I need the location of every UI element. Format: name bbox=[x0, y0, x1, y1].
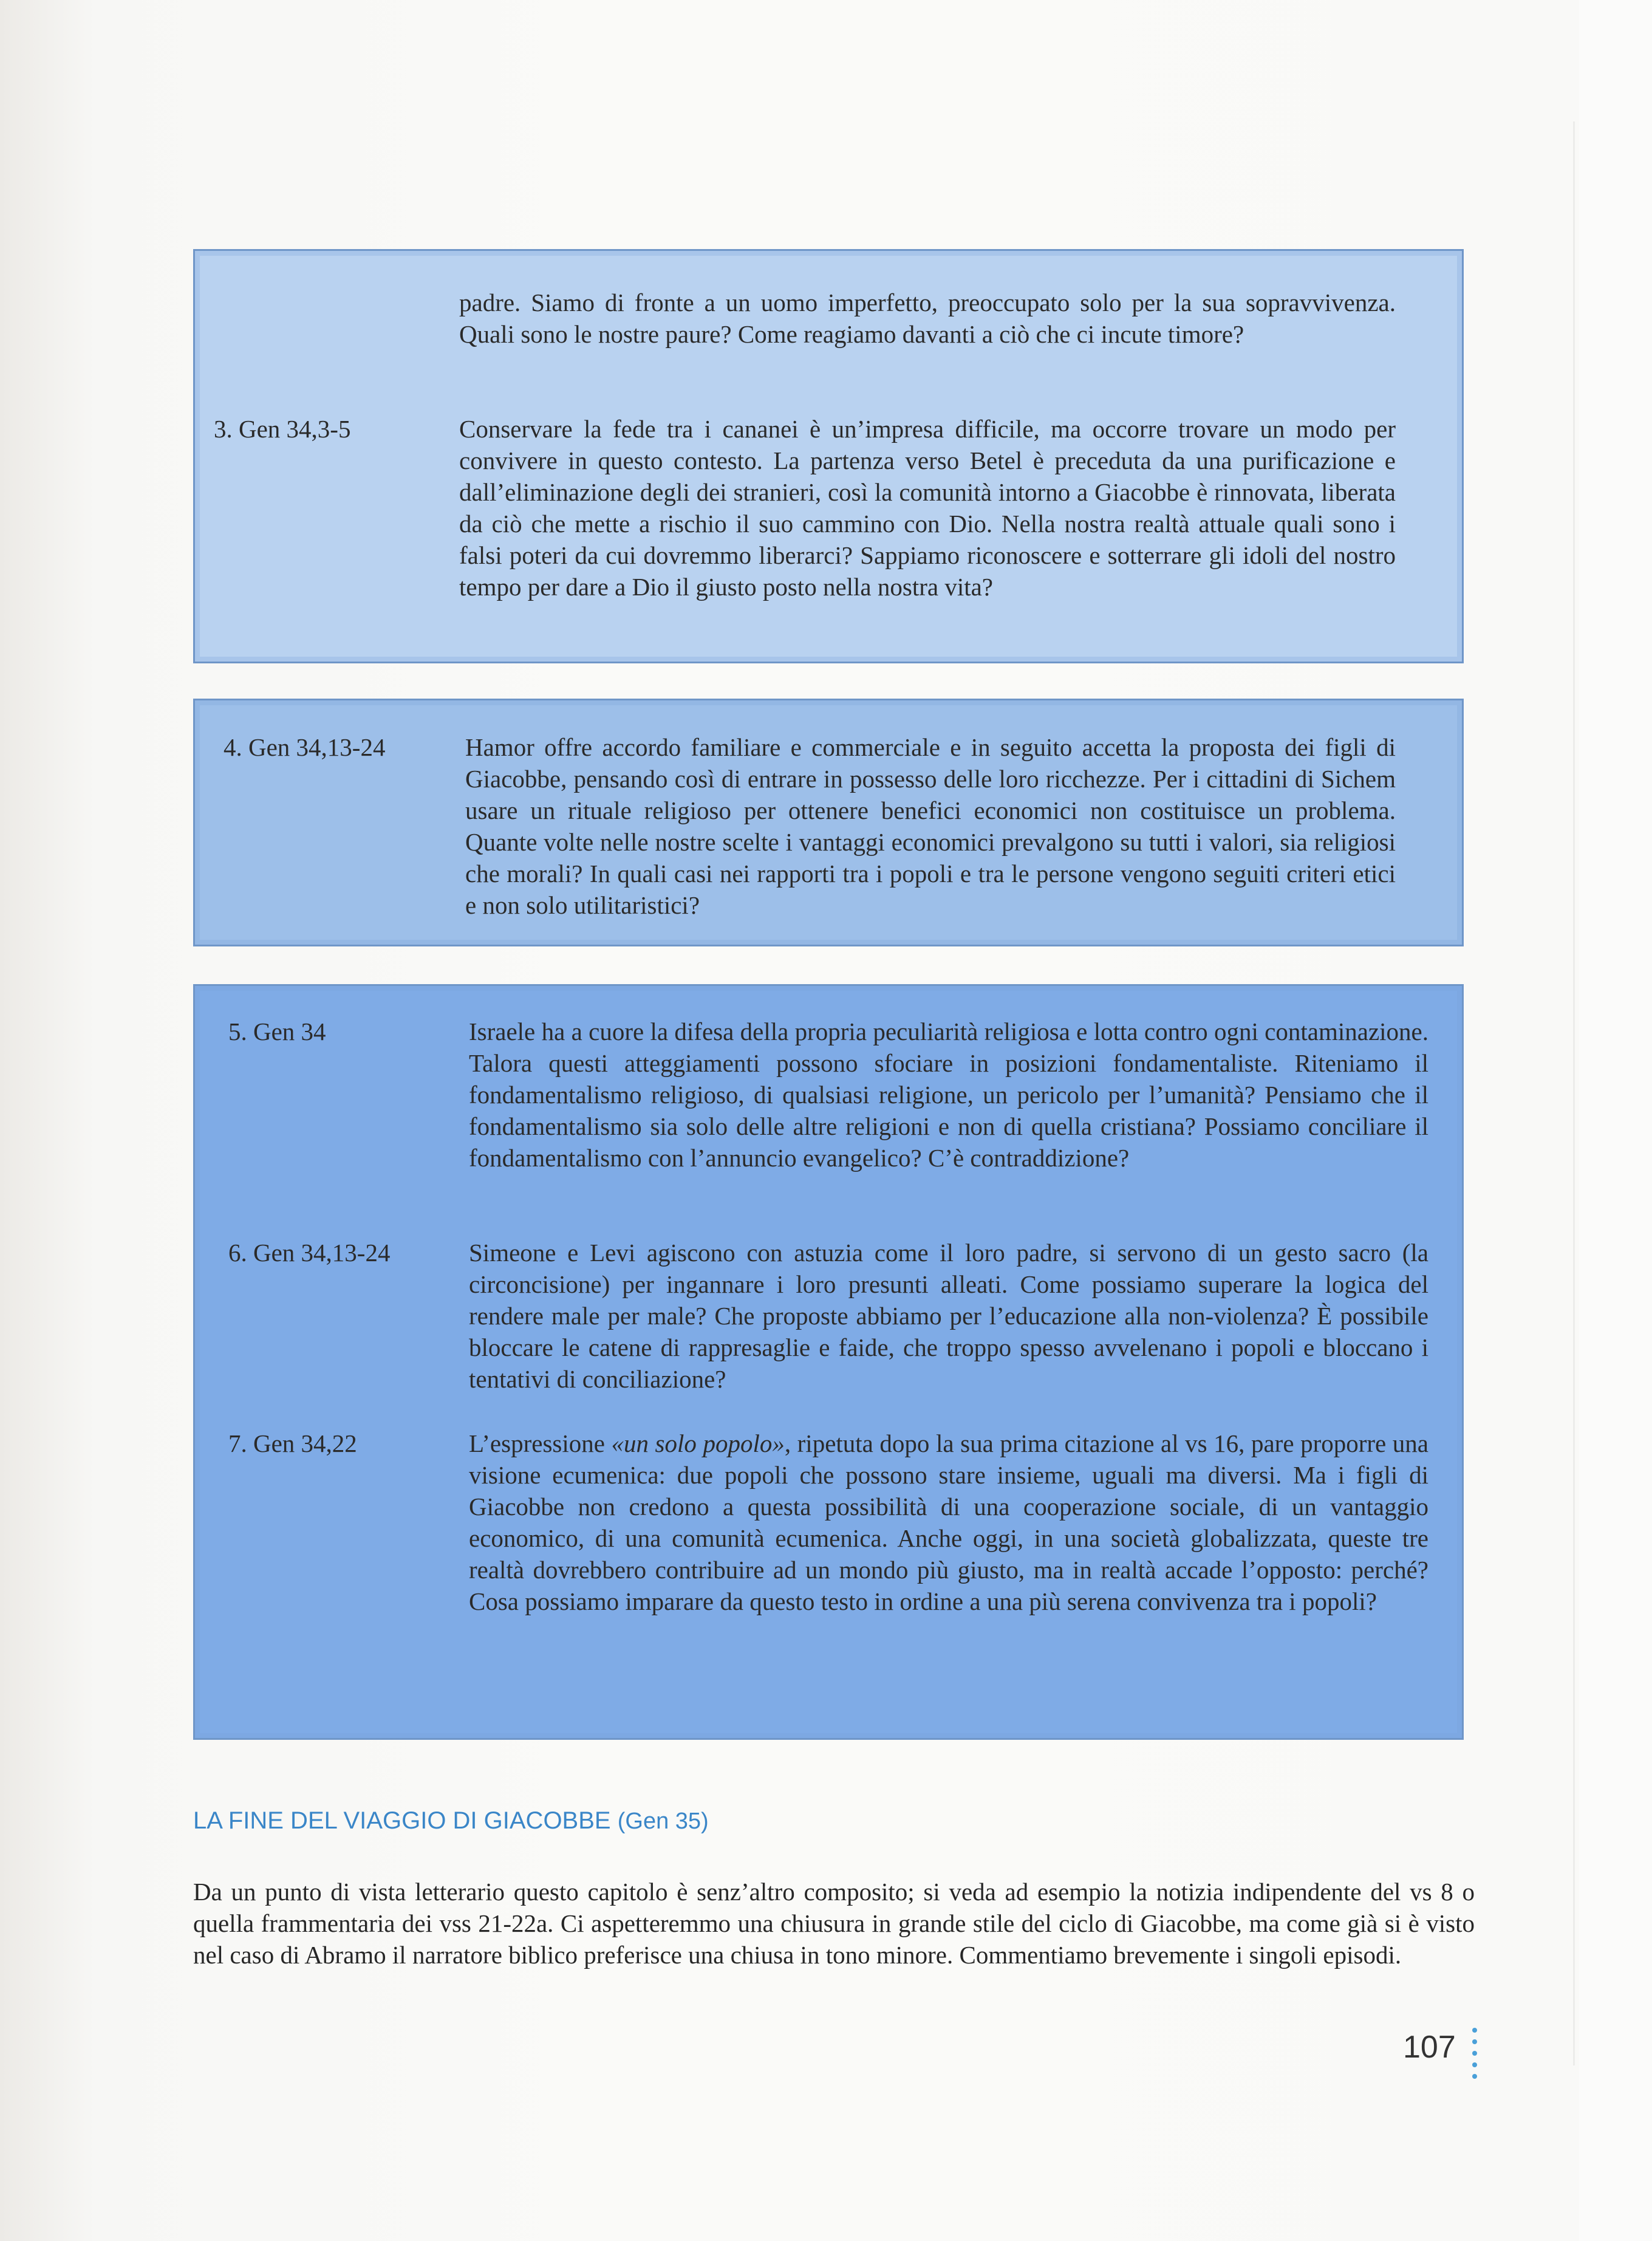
entry-3-number: 3. Gen 34,3-5 bbox=[214, 415, 351, 443]
section-title bbox=[193, 1807, 709, 1835]
entry-5-text: Israele ha a cuore la difesa della propria peculiarità religiosa e lotta contro ogni contaminazione. Talora questi atteggiamenti possono sfociare in posizioni fondamentaliste. Riteniamo il fondamentalismo religioso, di qualsiasi religione, un pericolo per l’umanità? Pensiamo che il fondamentalismo sia solo delle altre religioni e non di quella cristiana? Possiamo conciliare il fondamentalismo con l’annuncio evangelico? C’è contraddizione? bbox=[469, 1018, 1428, 1172]
entry-4-text: Hamor offre accordo familiare e commerciale e in seguito accetta la proposta dei figli di Giacobbe, pensando così di entrare in possesso delle loro ricchezze. Per i cittadini di Sichem usare un rituale religioso per ottenere benefici economici non costituisce un problema. Quante volte nelle nostre scelte i vantaggi economici prevalgono su tutti i valori, sia religiosi che morali? In quali casi nei rapporti tra i popoli e tra le persone vengono seguiti criteri etici e non solo utilitaristici? bbox=[465, 733, 1396, 919]
page-edge bbox=[1579, 0, 1652, 2241]
section-title-text: LA FINE DEL VIAGGIO DI GIACOBBE bbox=[193, 1807, 611, 1834]
section-body: Da un punto di vista letterario questo capitolo è senz’altro composito; si veda ad esempio la notizia indipendente del vs 8 o quella frammentaria dei vss 21-22a. Ci aspetteremmo una chiusura in grande stile del ciclo di Giacobbe, ma come già si è visto nel caso di Abramo il narratore biblico preferisce una chiusa in tono minore. Commentiamo brevemente i singoli episodi. bbox=[193, 1878, 1475, 1969]
entry-7-number: 7. Gen 34,22 bbox=[228, 1429, 357, 1457]
fold-line bbox=[1573, 121, 1575, 2065]
section-reference: (Gen 35) bbox=[617, 1808, 709, 1834]
entry-6-number: 6. Gen 34,13-24 bbox=[228, 1239, 391, 1267]
page-number: 107 bbox=[1403, 2030, 1456, 2065]
entry-7-text-before: L’espressione bbox=[469, 1429, 612, 1457]
entry-7-text-after: , ripetuta dopo la sua prima citazione al vs 16, pare proporre una visione ecumenica: due popoli che possono stare insieme, uguali ma diversi. Ma i figli di Giacobbe non credono a questa possibilità di una cooperazione sociale, di un vantaggio economico, di una comunità ecumenica. Anche oggi, in una società globalizzata, queste tre realtà dovrebbero contribuire ad un mondo più giusto, ma in realtà accade l’opposto: perché? Cosa possiamo imparare da questo testo in ordine a una più serena convivenza tra i popoli? bbox=[469, 1429, 1428, 1615]
box1-intro-text: padre. Siamo di fronte a un uomo imperfetto, preoccupato solo per la sua sopravvivenza. Quali sono le nostre paure? Come reagiamo davanti a ciò che ci incute timore? bbox=[459, 289, 1396, 348]
entry-5-number: 5. Gen 34 bbox=[228, 1018, 326, 1045]
entry-4-number: 4. Gen 34,13-24 bbox=[224, 733, 386, 761]
decorative-dots-icon bbox=[1472, 2028, 1478, 2085]
entry-7-quote: «un solo popolo» bbox=[611, 1429, 785, 1457]
entry-6-text: Simeone e Levi agiscono con astuzia come il loro padre, si servono di un gesto sacro (la circoncisione) per ingannare i loro presunti alleati. Come possiamo superare la logica del rendere male per male? Che proposte abbiamo per l’educazione alla non-violenza? È possibile bloccare le catene di rappresaglie e faide, che troppo spesso avvelenano i popoli e bloccano i tentativi di conciliazione? bbox=[469, 1239, 1428, 1393]
entry-7-text bbox=[469, 1428, 1428, 1617]
entry-3-text: Conservare la fede tra i cananei è un’impresa difficile, ma occorre trovare un modo per convivere in questo contesto. La partenza verso Betel è preceduta da una purificazione e dall’eliminazione degli dei stranieri, così la comunità intorno a Giacobbe è rinnovata, liberata da ciò che mette a rischio il suo cammino con Dio. Nella nostra realtà attuale quali sono i falsi poteri da cui dovremmo liberarci? Sappiamo riconoscere e sotterrare gli idoli del nostro tempo per dare a Dio il giusto posto nella nostra vita? bbox=[459, 415, 1396, 601]
